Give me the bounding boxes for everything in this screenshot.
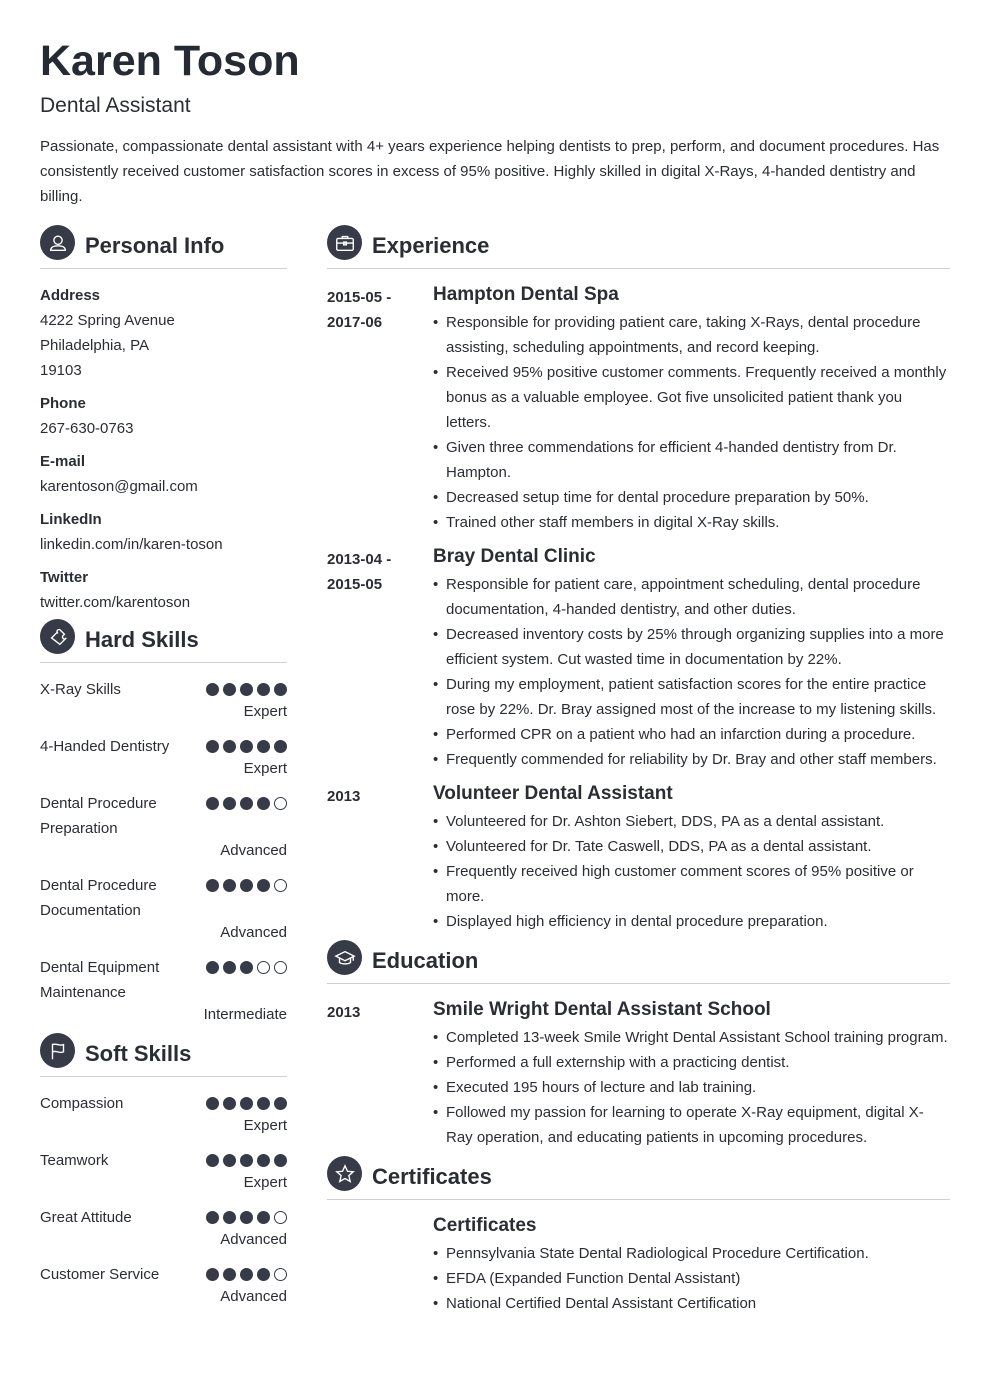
- bullet-item: • Given three commendations for efficient 4-handed dentistry from Dr. Hampton.: [433, 435, 950, 485]
- entry: [327, 545, 950, 772]
- entry-body: [433, 998, 950, 1150]
- bullet-list: [433, 1025, 950, 1150]
- section-header: [327, 1160, 950, 1200]
- info-line: karentoson@gmail.com: [40, 478, 198, 495]
- date-start: 2015-05 -: [327, 289, 392, 306]
- filled-dot-icon: [274, 1097, 287, 1110]
- date-end: 2017-06: [327, 314, 383, 331]
- skill-rating: [206, 1148, 287, 1173]
- bullet-item: • Displayed high efficiency in dental procedure preparation.: [433, 909, 950, 934]
- person-icon: [40, 225, 75, 260]
- entry-title: Certificates: [433, 1215, 537, 1236]
- skill-row: [40, 1148, 287, 1173]
- filled-dot-icon: [223, 1211, 236, 1224]
- bullet-item: • Executed 195 hours of lecture and lab training.: [433, 1075, 950, 1100]
- date-end: 2015-05: [327, 576, 383, 593]
- skill-row: [40, 791, 287, 841]
- filled-dot-icon: [240, 1154, 253, 1167]
- filled-dot-icon: [274, 1154, 287, 1167]
- filled-dot-icon: [257, 740, 270, 753]
- skill-row: [40, 1262, 287, 1287]
- empty-dot-icon: [274, 797, 287, 810]
- section-title: Education: [372, 947, 479, 973]
- info-value: [40, 416, 287, 441]
- left-column: [40, 229, 287, 1326]
- skill-level: Expert: [243, 760, 287, 777]
- filled-dot-icon: [206, 1097, 219, 1110]
- filled-dot-icon: [240, 683, 253, 696]
- entry-body: [433, 545, 950, 772]
- section-title: Experience: [372, 232, 490, 258]
- filled-dot-icon: [223, 797, 236, 810]
- skill-level: Intermediate: [203, 1006, 287, 1023]
- entry-date: [327, 283, 433, 535]
- filled-dot-icon: [240, 797, 253, 810]
- hard-skills-list: [40, 677, 287, 1025]
- section-title: Soft Skills: [85, 1040, 192, 1066]
- bullet-list: [433, 1241, 950, 1316]
- filled-dot-icon: [206, 879, 219, 892]
- skill-name: Dental Procedure Preparation: [40, 795, 157, 837]
- entry-date: [327, 545, 433, 772]
- entry: [327, 782, 950, 934]
- bullet-item: • Pennsylvania State Dental Radiological Procedure Certification.: [433, 1241, 950, 1266]
- bullet-item: • Decreased inventory costs by 25% through organizing supplies into a more efficient system. Cut wasted time in documentation by 22%.: [433, 622, 950, 672]
- skill-rating: [206, 873, 287, 923]
- skill-row: [40, 677, 287, 702]
- skill-name: Customer Service: [40, 1266, 160, 1283]
- filled-dot-icon: [257, 879, 270, 892]
- filled-dot-icon: [223, 683, 236, 696]
- entry-date: 2013: [327, 788, 361, 805]
- briefcase-icon: [327, 225, 362, 260]
- filled-dot-icon: [206, 1154, 219, 1167]
- skill-row: [40, 734, 287, 759]
- bullet-list: [433, 572, 950, 772]
- skill-level: Advanced: [220, 842, 287, 859]
- info-value: [40, 308, 287, 383]
- bullet-item: • Responsible for providing patient care, taking X-Rays, dental procedure assisting, scheduling appointments, and record keeping.: [433, 310, 950, 360]
- filled-dot-icon: [206, 961, 219, 974]
- entry-title: Bray Dental Clinic: [433, 546, 596, 567]
- info-value: [40, 532, 287, 557]
- section-header: [40, 229, 287, 269]
- skill-rating: [206, 1091, 287, 1116]
- skill-level: Advanced: [220, 1231, 287, 1248]
- entry-title: Hampton Dental Spa: [433, 284, 619, 305]
- skill-name: Teamwork: [40, 1152, 109, 1169]
- skill-rating: [206, 734, 287, 759]
- skill-level: Advanced: [220, 924, 287, 941]
- graduation-cap-icon: [327, 940, 362, 975]
- filled-dot-icon: [223, 1268, 236, 1281]
- bullet-item: • Received 95% positive customer comments. Frequently received a monthly bonus as a valuable employee. Got five unsolicited patient thank you letters.: [433, 360, 950, 435]
- filled-dot-icon: [240, 740, 253, 753]
- skill-level: Expert: [243, 1174, 287, 1191]
- bullet-item: • Followed my passion for learning to operate X-Ray equipment, digital X-Ray operation, and educating patients in upcoming procedures.: [433, 1100, 950, 1150]
- info-line: Philadelphia, PA: [40, 337, 149, 354]
- resume-page: [40, 36, 950, 1326]
- skill-level: Expert: [243, 703, 287, 720]
- info-line: 267-630-0763: [40, 420, 134, 437]
- section-header: [327, 229, 950, 269]
- skill-row: [40, 955, 287, 1005]
- skill-name: X-Ray Skills: [40, 681, 121, 698]
- filled-dot-icon: [257, 1154, 270, 1167]
- filled-dot-icon: [223, 879, 236, 892]
- soft-skills-section: [40, 1037, 287, 1307]
- entry: [327, 1214, 950, 1316]
- skill-name: Great Attitude: [40, 1209, 132, 1226]
- filled-dot-icon: [240, 961, 253, 974]
- info-line: twitter.com/karentoson: [40, 594, 191, 611]
- filled-dot-icon: [240, 1097, 253, 1110]
- bullet-item: • Completed 13-week Smile Wright Dental Assistant School training program.: [433, 1025, 950, 1050]
- bullet-item: • Decreased setup time for dental procedure preparation by 50%.: [433, 485, 950, 510]
- filled-dot-icon: [257, 1097, 270, 1110]
- filled-dot-icon: [257, 683, 270, 696]
- soft-skills-list: [40, 1091, 287, 1307]
- filled-dot-icon: [206, 740, 219, 753]
- skill-rating: [206, 1205, 287, 1230]
- filled-dot-icon: [223, 740, 236, 753]
- info-label: Address: [40, 287, 101, 304]
- filled-dot-icon: [274, 683, 287, 696]
- bullet-item: • Responsible for patient care, appointment scheduling, dental procedure documentation, 4-handed dentistry, and other duties.: [433, 572, 950, 622]
- filled-dot-icon: [206, 683, 219, 696]
- bullet-item: • National Certified Dental Assistant Certification: [433, 1291, 950, 1316]
- filled-dot-icon: [257, 1268, 270, 1281]
- puzzle-icon: [40, 619, 75, 654]
- skill-row: [40, 1091, 287, 1116]
- filled-dot-icon: [206, 797, 219, 810]
- info-line: 19103: [40, 362, 82, 379]
- empty-dot-icon: [274, 961, 287, 974]
- section-title: Hard Skills: [85, 626, 199, 652]
- filled-dot-icon: [223, 961, 236, 974]
- skill-rating: [206, 677, 287, 702]
- bullet-item: • Trained other staff members in digital X-Ray skills.: [433, 510, 950, 535]
- filled-dot-icon: [240, 1268, 253, 1281]
- filled-dot-icon: [257, 797, 270, 810]
- bullet-item: • Performed CPR on a patient who had an infarction during a procedure.: [433, 722, 950, 747]
- summary: Passionate, compassionate dental assistant with 4+ years experience helping dentists to prep, perform, and document procedures. Has consistently received customer satisfaction scores in excess of 95% positive. Highly skilled in digital X-Rays, 4-handed dentistry and billing.: [40, 138, 940, 205]
- bullet-item: • EFDA (Expanded Function Dental Assistant): [433, 1266, 950, 1291]
- certificates-list: [327, 1214, 950, 1316]
- experience-section: [327, 229, 950, 934]
- info-label: E-mail: [40, 453, 86, 470]
- date-start: 2013-04 -: [327, 551, 392, 568]
- skill-level: Advanced: [220, 1288, 287, 1305]
- bullet-item: • Performed a full externship with a practicing dentist.: [433, 1050, 950, 1075]
- section-title: Personal Info: [85, 232, 225, 258]
- empty-dot-icon: [274, 1268, 287, 1281]
- entry-date: 2013: [327, 1004, 361, 1021]
- info-line: 4222 Spring Avenue: [40, 312, 175, 329]
- job-title: Dental Assistant: [40, 94, 191, 117]
- education-list: [327, 998, 950, 1150]
- section-header: [40, 1037, 287, 1077]
- personal-info-section: [40, 229, 287, 615]
- experience-list: [327, 283, 950, 934]
- filled-dot-icon: [206, 1211, 219, 1224]
- right-column: [327, 229, 950, 1326]
- entry: [327, 283, 950, 535]
- empty-dot-icon: [274, 1211, 287, 1224]
- candidate-name: Karen Toson: [40, 37, 300, 85]
- education-section: [327, 944, 950, 1150]
- entry-body: [433, 283, 950, 535]
- filled-dot-icon: [223, 1097, 236, 1110]
- skill-name: Dental Equipment Maintenance: [40, 959, 160, 1001]
- section-title: Certificates: [372, 1163, 492, 1189]
- personal-info-list: [40, 283, 287, 615]
- info-value: [40, 590, 287, 615]
- bullet-item: • Volunteered for Dr. Tate Caswell, DDS, PA as a dental assistant.: [433, 834, 950, 859]
- entry-title: Volunteer Dental Assistant: [433, 783, 673, 804]
- info-label: Twitter: [40, 569, 89, 586]
- skill-rating: [206, 791, 287, 841]
- skill-name: 4-Handed Dentistry: [40, 738, 170, 755]
- skill-row: [40, 873, 287, 923]
- flag-icon: [40, 1033, 75, 1068]
- bullet-item: • Frequently received high customer comment scores of 95% positive or more.: [433, 859, 950, 909]
- filled-dot-icon: [223, 1154, 236, 1167]
- empty-dot-icon: [274, 879, 287, 892]
- empty-dot-icon: [257, 961, 270, 974]
- info-label: LinkedIn: [40, 511, 102, 528]
- bullet-item: • Volunteered for Dr. Ashton Siebert, DDS, PA as a dental assistant.: [433, 809, 950, 834]
- certificates-section: [327, 1160, 950, 1316]
- info-value: [40, 474, 287, 499]
- bullet-item: • During my employment, patient satisfaction scores for the entire practice rose by 22%. Dr. Bray assigned most of the increase to my listening skills.: [433, 672, 950, 722]
- skill-name: Dental Procedure Documentation: [40, 877, 157, 919]
- entry-body: [433, 782, 950, 934]
- entry-date: [327, 1214, 433, 1316]
- filled-dot-icon: [274, 740, 287, 753]
- skill-row: [40, 1205, 287, 1230]
- section-header: [40, 623, 287, 663]
- hard-skills-section: [40, 623, 287, 1025]
- filled-dot-icon: [240, 1211, 253, 1224]
- bullet-item: • Frequently commended for reliability by Dr. Bray and other staff members.: [433, 747, 950, 772]
- entry: [327, 998, 950, 1150]
- info-label: Phone: [40, 395, 86, 412]
- bullet-list: [433, 310, 950, 535]
- filled-dot-icon: [240, 879, 253, 892]
- filled-dot-icon: [257, 1211, 270, 1224]
- section-header: [327, 944, 950, 984]
- filled-dot-icon: [206, 1268, 219, 1281]
- skill-rating: [206, 955, 287, 1005]
- skill-level: Expert: [243, 1117, 287, 1134]
- skill-rating: [206, 1262, 287, 1287]
- star-icon: [327, 1156, 362, 1191]
- bullet-list: [433, 809, 950, 934]
- entry-body: [433, 1214, 950, 1316]
- entry-title: Smile Wright Dental Assistant School: [433, 999, 771, 1020]
- info-line: linkedin.com/in/karen-toson: [40, 536, 223, 553]
- skill-name: Compassion: [40, 1095, 124, 1112]
